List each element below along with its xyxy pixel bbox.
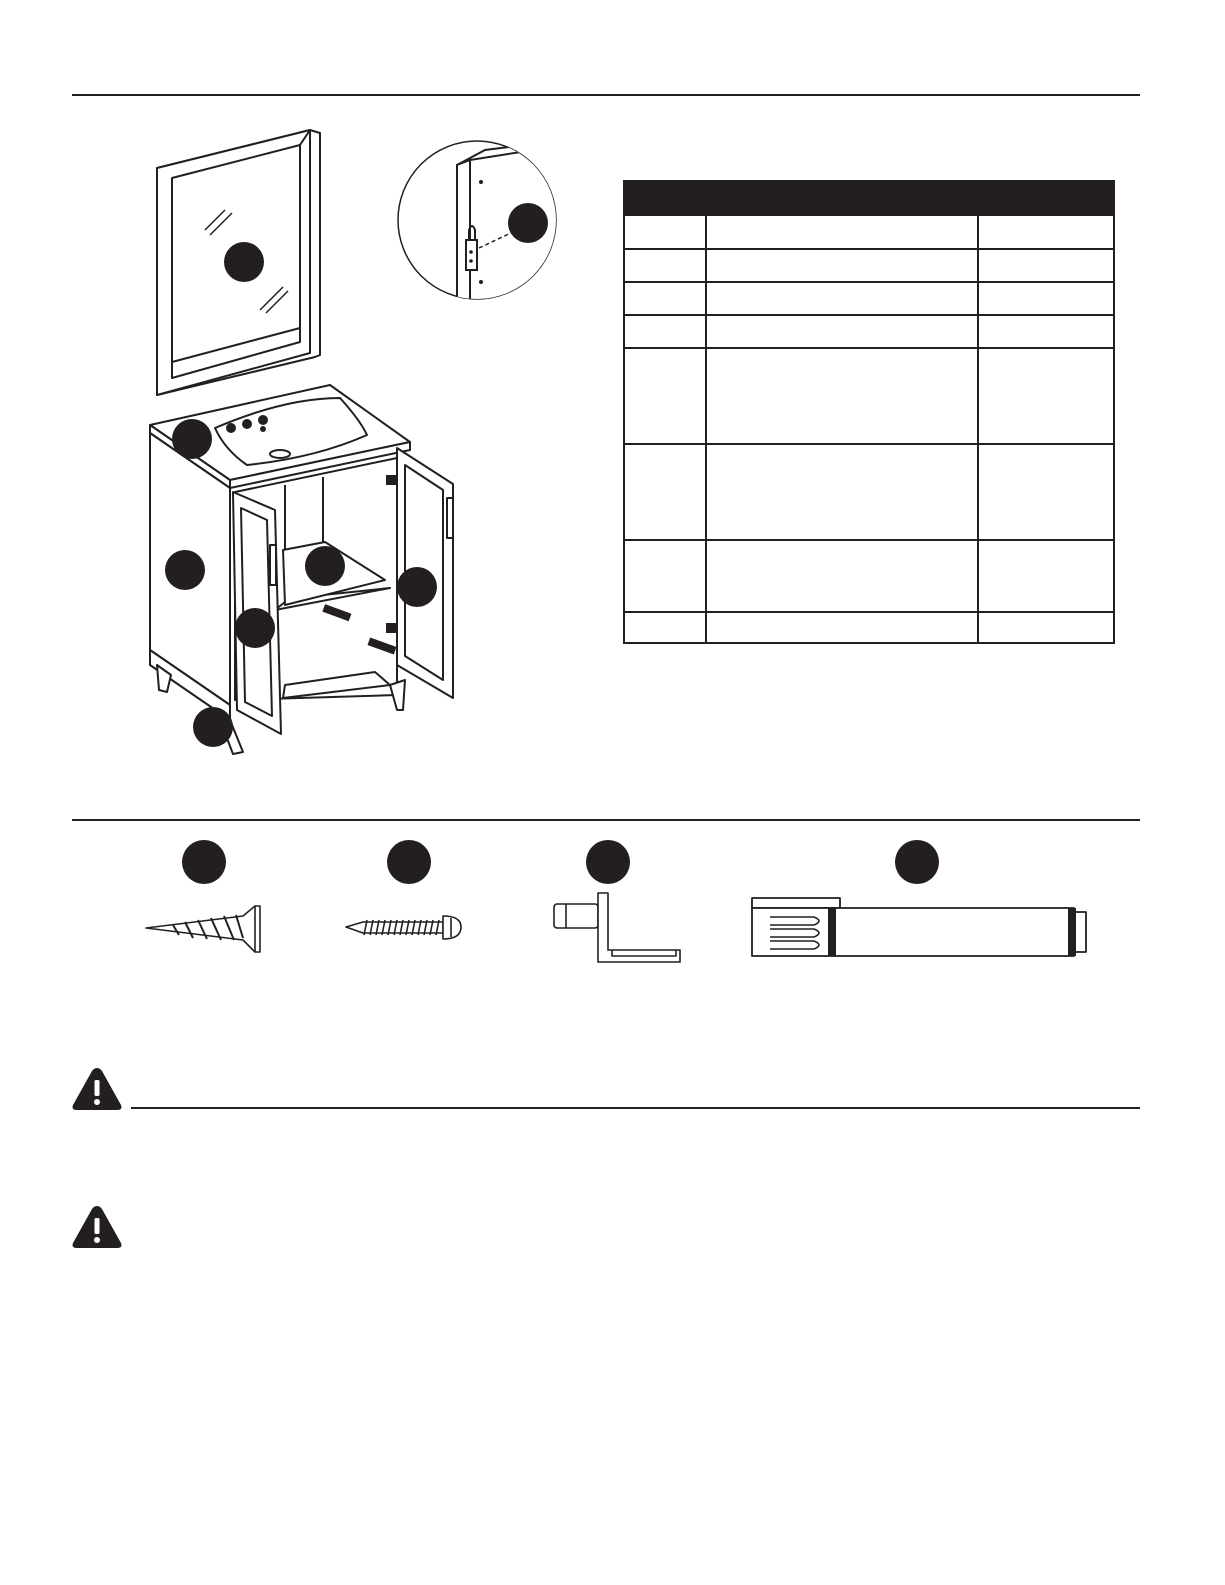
callout-marker [387, 840, 431, 884]
callout-marker [193, 707, 233, 747]
quantity-cell [979, 541, 1113, 612]
pan-head-screw-icon [343, 910, 465, 945]
top-rule [72, 94, 1140, 96]
table-row [625, 248, 1113, 282]
mirror-icon [150, 125, 330, 400]
part-cell [625, 349, 707, 444]
part-cell [625, 316, 707, 348]
hardware-item [343, 910, 465, 945]
parts-table-header [625, 182, 1113, 214]
callout-marker [586, 840, 630, 884]
table-row [625, 347, 1113, 444]
callout-marker [172, 419, 212, 459]
wood-screw-icon [143, 900, 268, 955]
part-cell [625, 445, 707, 540]
description-cell [707, 541, 979, 612]
mirror-hanger-detail-icon [395, 140, 560, 300]
callout-marker [235, 608, 275, 648]
part-cell [625, 283, 707, 315]
warning-rule [131, 1107, 1140, 1109]
callout-marker [182, 840, 226, 884]
table-row [625, 214, 1113, 249]
callout-marker [305, 546, 345, 586]
quantity-cell [979, 316, 1113, 348]
hardware-item [550, 890, 686, 965]
callout-marker [508, 203, 548, 243]
description-cell [707, 283, 979, 315]
callout-marker [224, 242, 264, 282]
vanity-illustration [135, 380, 475, 760]
part-cell [625, 613, 707, 642]
quantity-cell [979, 349, 1113, 444]
vanity-cabinet-icon [135, 380, 475, 760]
description-cell [707, 250, 979, 282]
description-cell [707, 216, 979, 249]
table-row [625, 539, 1113, 612]
description-cell [707, 316, 979, 348]
table-row [625, 314, 1113, 348]
callout-marker [895, 840, 939, 884]
part-cell [625, 250, 707, 282]
shelf-pin-icon [550, 890, 686, 965]
warning-triangle-icon [70, 1203, 124, 1250]
hardware-item [748, 895, 1090, 965]
callout-marker [397, 567, 437, 607]
warning-icon-container [70, 1065, 124, 1112]
warning-triangle-icon [70, 1065, 124, 1112]
quantity-cell [979, 250, 1113, 282]
hardware-rule [72, 819, 1140, 821]
description-cell [707, 445, 979, 540]
table-row [625, 281, 1113, 315]
parts-table [623, 180, 1115, 644]
touch-up-marker-icon [748, 895, 1090, 965]
table-row [625, 443, 1113, 540]
hanger-detail-illustration [395, 140, 560, 300]
warning-icon-container [70, 1203, 124, 1250]
table-row [625, 611, 1113, 642]
quantity-cell [979, 613, 1113, 642]
description-cell [707, 613, 979, 642]
quantity-cell [979, 216, 1113, 249]
quantity-cell [979, 445, 1113, 540]
quantity-cell [979, 283, 1113, 315]
callout-marker [165, 550, 205, 590]
part-cell [625, 541, 707, 612]
hardware-item [143, 900, 268, 955]
mirror-illustration [150, 125, 330, 400]
part-cell [625, 216, 707, 249]
description-cell [707, 349, 979, 444]
